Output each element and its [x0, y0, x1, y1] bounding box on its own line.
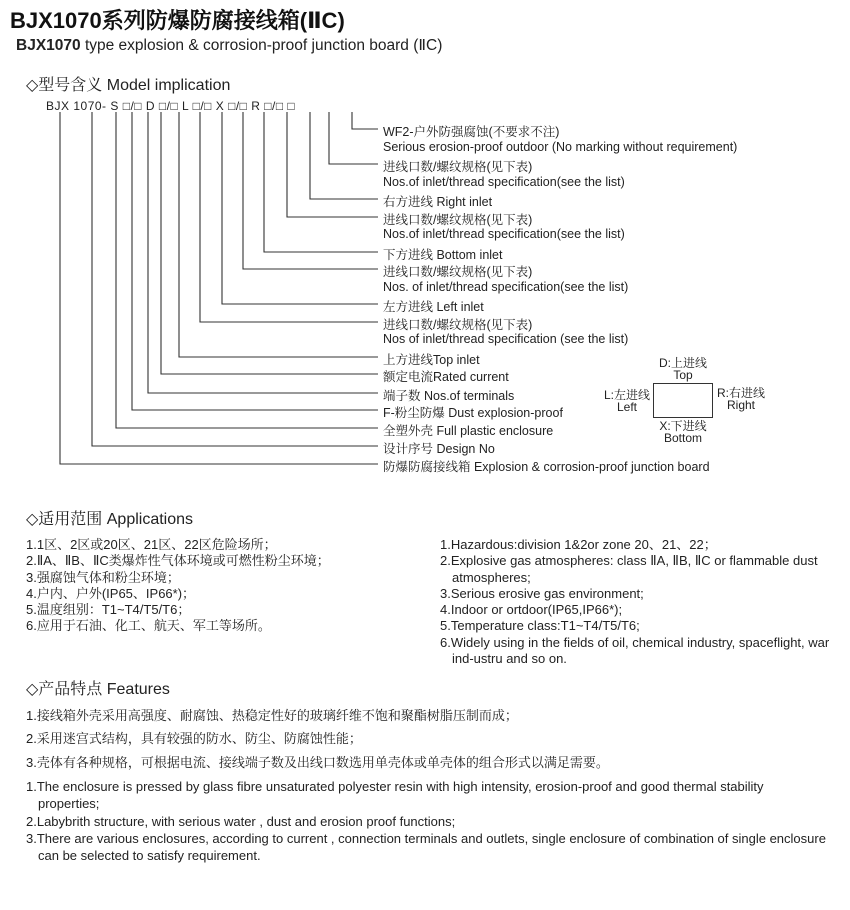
list-item: 3.壳体有各种规格，可根据电流、接线端子数及出线口数选用单壳体或单壳体的组合形式以满足需要。: [26, 754, 609, 770]
leader-line-left: [222, 112, 378, 304]
list-item: 6.应用于石油、化工、航天、军工等场所。: [26, 618, 271, 634]
leader-line-current: [161, 112, 378, 374]
title-en-text: type explosion & corrosion-proof junction board (ⅡC): [80, 37, 443, 54]
list-item: 4.户内、户外(IP65、IP66*)；: [26, 585, 196, 601]
diagram-left-cn: L:左进线: [603, 388, 650, 402]
leader-line-right: [310, 112, 378, 199]
diagram-bottom-en: Bottom: [663, 431, 702, 445]
label-design-no: 设计序号 Design No: [383, 442, 495, 456]
leader-line-plastic: [116, 112, 378, 428]
label-rated-current: 额定电流Rated current: [383, 370, 509, 384]
model-code: BJX 1070- S □/□ D □/□ L □/□ X □/□ R □/□ □: [46, 99, 296, 113]
model-heading: ◇型号含义 Model implication: [26, 77, 231, 94]
list-item: 2.ⅡA、ⅡB、ⅡC类爆炸性气体环境或可燃性粉尘环境；: [26, 553, 330, 569]
list-item: 6.Widely using in the fields of oil, chemical industry, spaceflight, war ind-ustru and so on.: [440, 634, 830, 667]
label-x-spec-cn: 进线口数/螺纹规格(见下表): [383, 213, 533, 227]
diagram-left-en: Left: [616, 400, 637, 414]
label-wf2-en: Serious erosion-proof outdoor (No marking without requirement): [383, 140, 738, 154]
label-r-spec-cn: 进线口数/螺纹规格(见下表): [383, 160, 533, 174]
diagram-right-en: Right: [726, 398, 755, 412]
list-item: 5.温度组别：T1~T4/T5/T6；: [26, 602, 191, 618]
page-title-cn: BJX1070系列防爆防腐接线箱(ⅡC): [10, 8, 345, 33]
leader-line-design: [92, 112, 378, 446]
label-d-spec-en: Nos of inlet/thread specification (see the list): [383, 332, 629, 346]
label-wf2-cn: WF2-户外防强腐蚀(不要求不注): [383, 125, 560, 139]
list-item: 2.采用迷宫式结构，具有较强的防水、防尘、防腐蚀性能；: [26, 731, 362, 747]
label-dust-proof: F-粉尘防爆 Dust explosion-proof: [383, 406, 563, 420]
leader-line-top: [179, 112, 378, 357]
list-item: 1.1区、2区或20区、21区、22区危险场所；: [26, 537, 277, 552]
diagram-top-cn: D:上进线: [658, 356, 707, 370]
label-x-spec-en: Nos.of inlet/thread specification(see the list): [383, 227, 625, 241]
applications-cn-list: [26, 537, 426, 635]
applications-heading: ◇适用范围 Applications: [26, 511, 194, 528]
leader-line-wf2: [352, 112, 378, 129]
applications-en-list: [440, 537, 840, 667]
label-bottom-inlet: 下方进线 Bottom inlet: [383, 248, 503, 262]
features-cn-list: [26, 707, 826, 771]
diagram-bottom-cn: X:下进线: [659, 419, 707, 433]
list-item: 3.There are various enclosures, according to current , connection terminals and outlets, single enclosure of combination of single enclosure can be selected to satisfy requirement.: [26, 830, 826, 864]
label-junction-board: 防爆防腐接线箱 Explosion & corrosion-proof junction board: [383, 460, 710, 474]
list-item: 1.The enclosure is pressed by glass fibre unsaturated polyester resin with high intensity, erosion-proof and good thermal stability properties;: [26, 779, 764, 812]
title-model-code: BJX1070: [16, 37, 81, 54]
list-item: 3.强腐蚀气体和粉尘环境；: [26, 569, 180, 585]
label-top-inlet: 上方进线Top inlet: [383, 353, 480, 367]
leader-line-bottom: [264, 112, 378, 252]
label-l-spec-en: Nos. of inlet/thread specification(see the list): [383, 280, 629, 294]
features-en-list: [26, 778, 826, 864]
leader-line-junction: [60, 112, 378, 464]
list-item: 2.Explosive gas atmospheres: class ⅡA, ⅡB, ⅡC or flammable dust atmospheres;: [440, 553, 818, 585]
leader-line-dust: [132, 112, 378, 410]
diagram-top-en: Top: [673, 368, 693, 382]
list-item: 1.接线箱外壳采用高强度、耐腐蚀、热稳定性好的玻璃纤维不饱和聚酯树脂压制而成；: [26, 708, 518, 723]
leader-line-r-spec: [329, 112, 378, 164]
label-r-spec-en: Nos.of inlet/thread specification(see the list): [383, 175, 625, 189]
list-item: 2.Labybrith structure, with serious water , dust and erosion proof functions;: [26, 813, 456, 829]
label-terminals: 端子数 Nos.of terminals: [383, 389, 515, 403]
list-item: 5.Temperature class:T1~T4/T5/T6;: [440, 618, 640, 634]
label-plastic-enclosure: 全塑外壳 Full plastic enclosure: [383, 424, 554, 438]
label-left-inlet: 左方进线 Left inlet: [383, 300, 484, 314]
list-item: 1.Hazardous:division 1&2or zone 20、21、22；: [440, 537, 717, 552]
list-item: 4.Indoor or ortdoor(IP65,IP66*);: [440, 602, 623, 618]
label-right-inlet: 右方进线 Right inlet: [383, 195, 493, 209]
diagram-right-cn: R:右进线: [716, 386, 765, 400]
list-item: 3.Serious erosive gas environment;: [440, 585, 644, 601]
enclosure-diagram-box: [653, 383, 713, 418]
features-heading: ◇产品特点 Features: [26, 681, 170, 698]
label-l-spec-cn: 进线口数/螺纹规格(见下表): [383, 265, 533, 279]
label-d-spec-cn: 进线口数/螺纹规格(见下表): [383, 318, 533, 332]
